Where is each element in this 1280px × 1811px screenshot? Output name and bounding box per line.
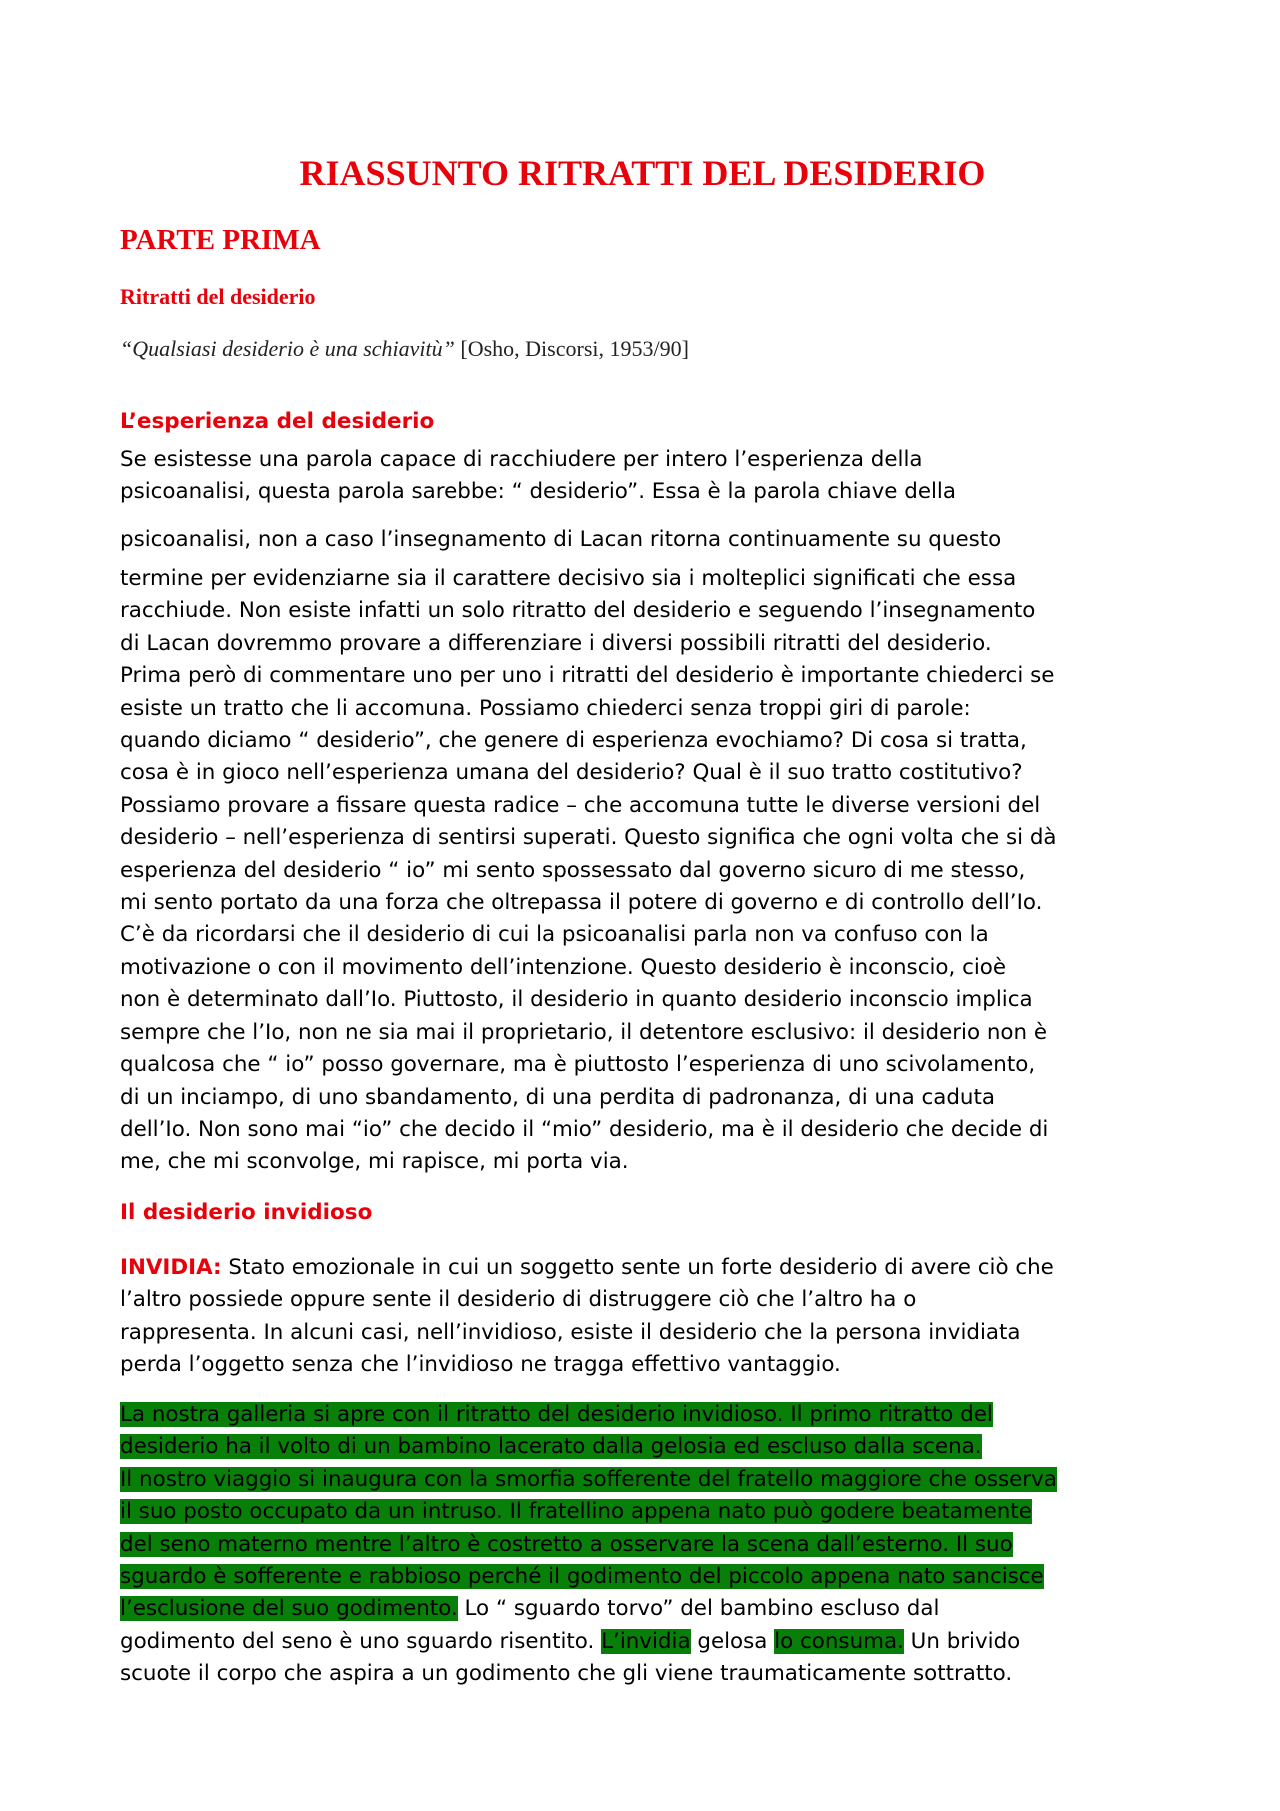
section-heading-esperienza: L’esperienza del desiderio [120, 409, 435, 434]
text-line: di un inciampo, di uno sbandamento, di una perdita di padronanza, di una caduta [120, 1084, 995, 1110]
text-line: qualcosa che “ io” posso governare, ma è piuttosto l’esperienza di uno scivolamento, [120, 1052, 1036, 1078]
highlighted-text: desiderio ha il volto di un bambino lacerato dalla gelosia ed escluso dalla scena. [120, 1434, 982, 1460]
text-line: cosa è in gioco nell’esperienza umana del desiderio? Qual è il suo tratto costitutivo? [120, 760, 1023, 786]
text-line: non è determinato dall’Io. Piuttosto, il desiderio in quanto desiderio inconscio implica [120, 987, 1033, 1013]
epigraph [120, 336, 689, 362]
text-line: dell’Io. Non sono mai “io” che decido il “mio” desiderio, ma è il desiderio che decide di [120, 1116, 1049, 1142]
text-line: Se esistesse una parola capace di racchiudere per intero l’esperienza della [120, 447, 923, 472]
text-line [120, 1431, 1165, 1463]
text-line: racchiude. Non esiste infatti un solo ritratto del desiderio e seguendo l’insegnamento [120, 598, 1036, 624]
chapter-title: Ritratti del desiderio [120, 284, 316, 309]
text-line [120, 1252, 1165, 1284]
text-line: esperienza del desiderio “ io” mi sento spossessato dal governo sicuro di me stesso, [120, 857, 1026, 883]
section-heading-invidioso: Il desiderio invidioso [120, 1200, 373, 1225]
text-line: di Lacan dovremmo provare a differenziare i diversi possibili ritratti del desiderio. [120, 630, 992, 656]
highlighted-text: L’invidia [601, 1628, 691, 1654]
text-line: C’è da ricordarsi che il desiderio di cui la psicoanalisi parla non va confuso con la [120, 922, 989, 948]
text-line [120, 1464, 1165, 1496]
text-line [120, 1496, 1165, 1528]
text-line: perda l’oggetto senza che l’invidioso ne tragga effettivo vantaggio. [120, 1352, 841, 1378]
highlighted-text: La nostra galleria si apre con il ritratto del desiderio invidioso. Il primo ritratto del [120, 1402, 993, 1427]
text-line: psicoanalisi, questa parola sarebbe: “ desiderio”. Essa è la parola chiave della [120, 479, 956, 505]
text-line: termine per evidenziarne sia il carattere decisivo sia i molteplici significati che essa [120, 566, 1017, 591]
text-line: sempre che l’Io, non ne sia mai il proprietario, il detentore esclusivo: il desiderio non è [120, 1019, 1048, 1045]
text-line [120, 1626, 1165, 1658]
invidia-label: INVIDIA: [120, 1255, 222, 1280]
text-line [120, 1399, 1165, 1431]
paragraph-invidia-definition [120, 1252, 1165, 1382]
text-line: Prima però di commentare uno per uno i ritratti del desiderio è importante chiederci se [120, 663, 1055, 689]
paragraph-esperienza-b [120, 524, 1165, 556]
text-line: esiste un tratto che li accomuna. Possiamo chiederci senza troppi giri di parole: [120, 695, 971, 721]
paragraph-highlighted [120, 1399, 1165, 1691]
text-line: l’altro possiede oppure sente il desiderio di distruggere ciò che l’altro ha o [120, 1287, 917, 1313]
text-line: psicoanalisi, non a caso l’insegnamento di Lacan ritorna continuamente su questo [120, 527, 1002, 552]
epigraph-quote: “Qualsiasi desiderio è una schiavitù” [120, 336, 455, 361]
text-line: motivazione o con il movimento dell’intenzione. Questo desiderio è inconscio, cioè [120, 954, 1007, 980]
paragraph-esperienza-c [120, 563, 1165, 1179]
text-line [120, 1529, 1165, 1561]
text-line: quando diciamo “ desiderio”, che genere di esperienza evochiamo? Di cosa si tratta, [120, 728, 1027, 754]
highlighted-text: il suo posto occupato da un intruso. Il fratellino appena nato può godere beatamente [120, 1499, 1032, 1525]
highlighted-text: del seno materno mentre l’altro è costretto a osservare la scena dall’esterno. Il suo [120, 1531, 1013, 1557]
text-line: mi sento portato da una forza che oltrepassa il potere di governo e di controllo dell’Io. [120, 890, 1043, 916]
plain-text: Lo “ sguardo torvo” del bambino escluso dal [457, 1596, 940, 1622]
paragraph-esperienza-a [120, 444, 1165, 509]
epigraph-source: [Osho, Discorsi, 1953/90] [454, 336, 689, 361]
text-line: me, che mi sconvolge, mi rapisce, mi porta via. [120, 1149, 629, 1175]
highlighted-text: l’esclusione del suo godimento. [120, 1596, 458, 1622]
text-line: desiderio – nell’esperienza di sentirsi superati. Questo significa che ogni volta che si dà [120, 825, 1057, 851]
plain-text: gelosa [690, 1628, 775, 1654]
highlighted-text: lo consuma. [774, 1628, 904, 1654]
document-title: RIASSUNTO RITRATTI DEL DESIDERIO [299, 153, 986, 193]
highlighted-text: sguardo è sofferente e rabbioso perché il godimento del piccolo appena nato sancisce [120, 1564, 1044, 1590]
text-line: rappresenta. In alcuni casi, nell’invidioso, esiste il desiderio che la persona invidiata [120, 1319, 1021, 1345]
text-line [120, 1593, 1165, 1625]
invidia-text: Stato emozionale in cui un soggetto sente un forte desiderio di avere ciò che [221, 1255, 1054, 1280]
plain-text: godimento del seno è uno sguardo risentito. [120, 1628, 602, 1654]
text-line: scuote il corpo che aspira a un godimento che gli viene traumaticamente sottratto. [120, 1661, 1013, 1687]
highlighted-text: Il nostro viaggio si inaugura con la smorfia sofferente del fratello maggiore che osserva [120, 1466, 1057, 1492]
part-label: PARTE PRIMA [120, 224, 321, 256]
text-line: Possiamo provare a fissare questa radice – che accomuna tutte le diverse versioni del [120, 792, 1041, 818]
text-line [120, 1561, 1165, 1593]
plain-text: Un brivido [903, 1628, 1021, 1654]
